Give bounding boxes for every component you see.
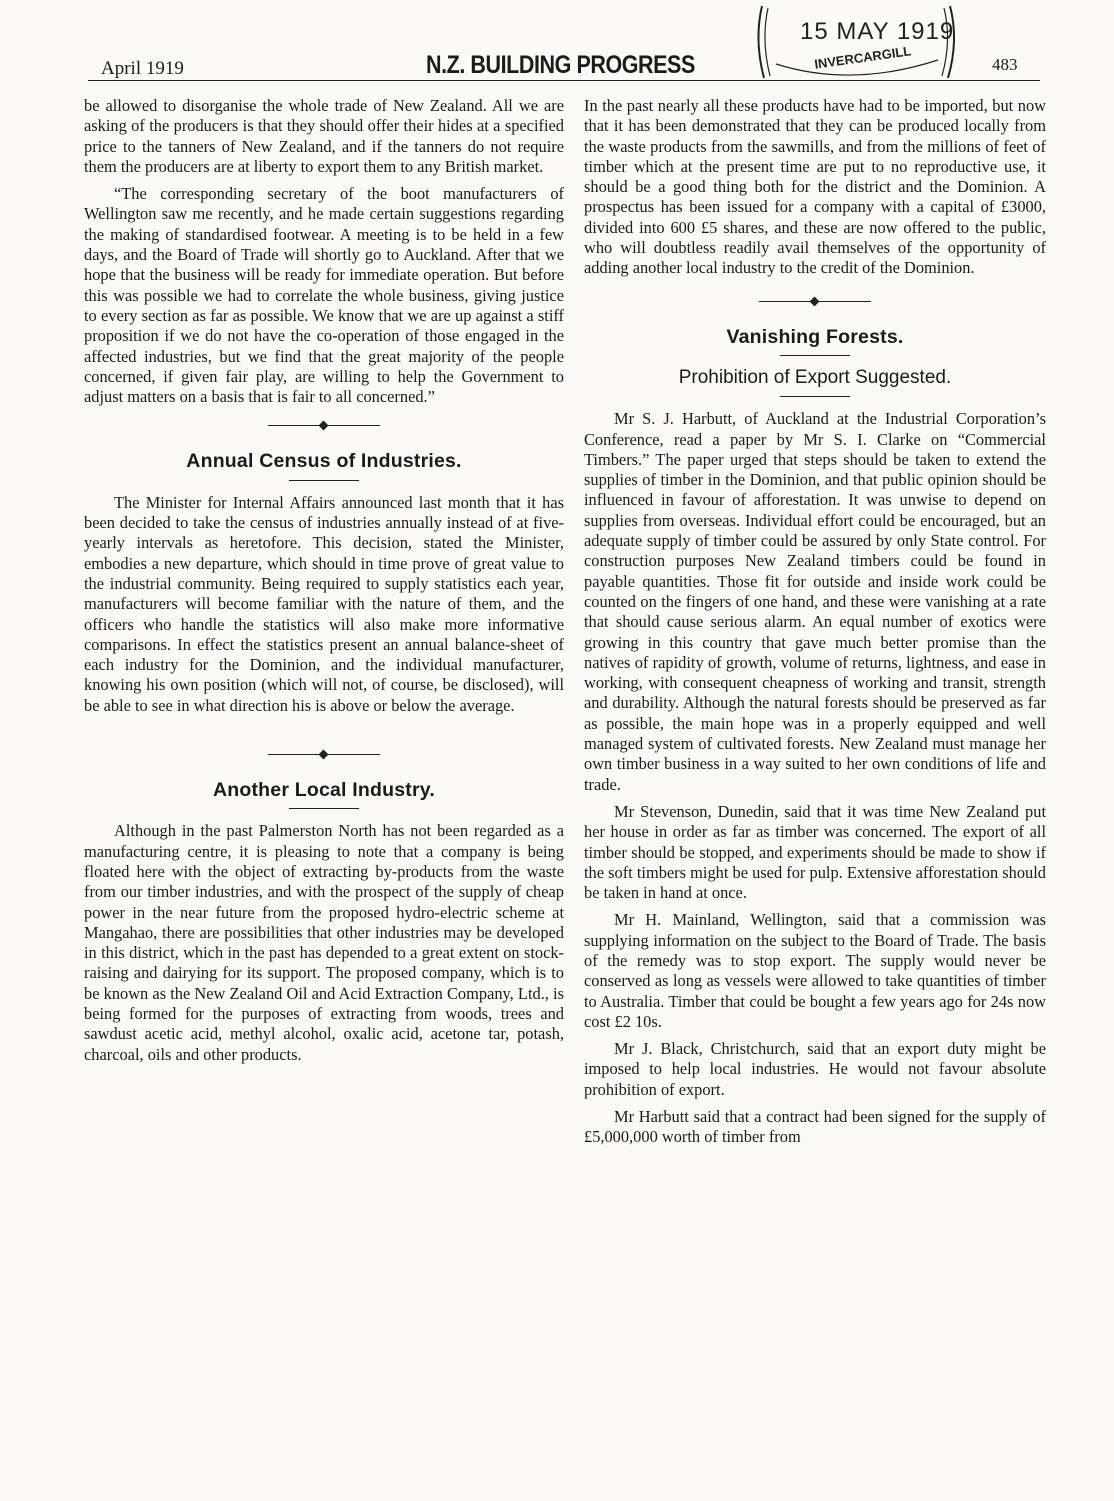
right-column bbox=[584, 96, 1046, 1155]
census-paragraph: The Minister for Internal Affairs announced last month that it has been decided to take the census of industries annually instead of at five-yearly intervals as heretofore. This decision, stated the Minister, embodies a new departure, which should in time prove of great value to the industrial community. Being required to supply statistics each year, manufacturers will become familiar with the nature of them, and the officers who handle the statistics will also make more informative comparisons. In effect the statistics present an annual balance-sheet of each industry for the Dominion, and the individual manufacturer, knowing his own position (which will not, of course, be disclosed), will be able to see in what direction his is above or below the average. bbox=[84, 492, 564, 715]
forests-heading: Vanishing Forests. bbox=[726, 325, 904, 348]
heading-rule bbox=[780, 396, 850, 397]
heading-rule bbox=[780, 355, 850, 356]
heading-rule bbox=[289, 808, 359, 809]
left-column bbox=[84, 96, 564, 1072]
section-ornament bbox=[268, 750, 380, 760]
page-header bbox=[0, 0, 1114, 90]
local-industry-heading: Another Local Industry. bbox=[212, 779, 435, 802]
forests-paragraph: Mr H. Mainland, Wellington, said that a commission was supplying information on the subject to the Board of Trade. The basis of the remedy was to stop export. The supply would never be conserved as long as vessels were allowed to take quantities of timber to Australia. Timber that could be bought a few years ago for 24s now cost £2 10s. bbox=[584, 910, 1046, 1031]
forests-paragraph: Mr J. Black, Christchurch, said that an export duty might be imposed to help local industries. He would not favour absolute prohibition of export. bbox=[584, 1039, 1046, 1099]
article-continued-paragraph: In the past nearly all these products have had to be imported, but now that it has been demonstrated that they can be produced locally from the waste products from the sawmills, and from the millions of feet of timber which at the present time are put to no reproductive use, it should be a good thing both for the district and the Dominion. A prospectus has been issued for a company with a capital of £3000, divided into 600 £5 shares, and these are now offered to the public, who will doubtless readily avail themselves of the opportunity of adding another local industry to the credit of the Dominion. bbox=[584, 96, 1046, 278]
stamp-date: 15 MAY 1919 bbox=[800, 18, 955, 45]
issue-date: April 1919 bbox=[101, 58, 184, 79]
forests-subheading: Prohibition of Export Suggested. bbox=[678, 366, 952, 388]
article-continued-paragraph: “The corresponding secretary of the boot manufacturers of Wellington saw me recently, and he made certain suggestions regarding the making of standardised footwear. A meeting is to be held in a few days, and the Board of Trade will shortly go to Auckland. After that we hope that the business will be ready for immediate operation. But before this was possible we had to correlate the whole business, giving justice to every section as far as possible. We know that we are up against a stiff proposition if we do not have the co-operation of those engaged in the affected industries, but we find that the great majority of the people concerned, if given fair play, are willing to help the Government to adjust matters on a basis that is fair to all concerned.” bbox=[84, 184, 564, 407]
forests-paragraph: Mr Stevenson, Dunedin, said that it was time New Zealand put her house in order as far as timber was concerned. The export of all timber should be stopped, and experiments should be made to show if the soft timbers might be used for pulp. Extensive afforestation should be taken in hand at once. bbox=[584, 801, 1046, 903]
section-ornament bbox=[759, 297, 871, 307]
page-number: 483 bbox=[992, 55, 1018, 74]
stamp-place: INVERCARGILL bbox=[813, 43, 913, 72]
section-ornament bbox=[268, 421, 380, 431]
forests-paragraph: Mr Harbutt said that a contract had been signed for the supply of £5,000,000 worth of timber from bbox=[584, 1107, 1046, 1147]
forests-paragraph: Mr S. J. Harbutt, of Auckland at the Industrial Corporation’s Conference, read a paper by Mr S. I. Clarke on “Commercial Timbers.” The paper urged that steps should be taken to extend the supplies of timber in the Dominion, and that public opinion should be influenced in favour of afforestation. It was unwise to depend on supplies from overseas. Individual effort could be encouraged, but an adequate supply of timber could be assured by only State control. For construction purposes New Zealand timbers could be found in payable quantities. Those fit for outside and inside work could be counted on the fingers of one hand, and these were vanishing at a rate that should cause serious alarm. An equal number of exotics were growing in this country that gave much better promise than the natives of rapidity of growth, volume of returns, lightness, and ease in working, with consequent cheapness of working and transit, strength and durability. Although the natural forests should be preserved as far as possible, the main hope was in a properly equipped and well managed system of cultivated forests. New Zealand must manage her own timber business in a way suited to her own conditions of life and trade. bbox=[584, 409, 1046, 794]
received-stamp bbox=[752, 2, 962, 80]
header-rule bbox=[88, 80, 1040, 81]
publication-title: N.Z. BUILDING PROGRESS bbox=[426, 51, 695, 79]
heading-rule bbox=[289, 480, 359, 481]
article-continued-paragraph: be allowed to disorganise the whole trade of New Zealand. All we are asking of the producers is that they should offer their hides at a specified price to the tanners of New Zealand, and if the tanners do not require them the producers are at liberty to export them to any British market. bbox=[84, 96, 564, 176]
local-industry-paragraph: Although in the past Palmerston North has not been regarded as a manufacturing centre, it is pleasing to note that a company is being floated here with the object of extracting by-products from the waste from our timber industries, and with the prospect of the supply of cheap power in the near future from the proposed hydro-electric scheme at Mangahao, there are possibilities that other industries may be developed in this district, which in the past has depended to a great extent on stock-raising and dairying for its support. The proposed company, which is to be known as the New Zealand Oil and Acid Extraction Company, Ltd., is being formed for the purposes of extracting from woods, trees and sawdust acetic acid, methyl alcohol, oxalic acid, acetone tar, potash, charcoal, oils and other products. bbox=[84, 821, 564, 1064]
census-heading: Annual Census of Industries. bbox=[186, 450, 462, 473]
